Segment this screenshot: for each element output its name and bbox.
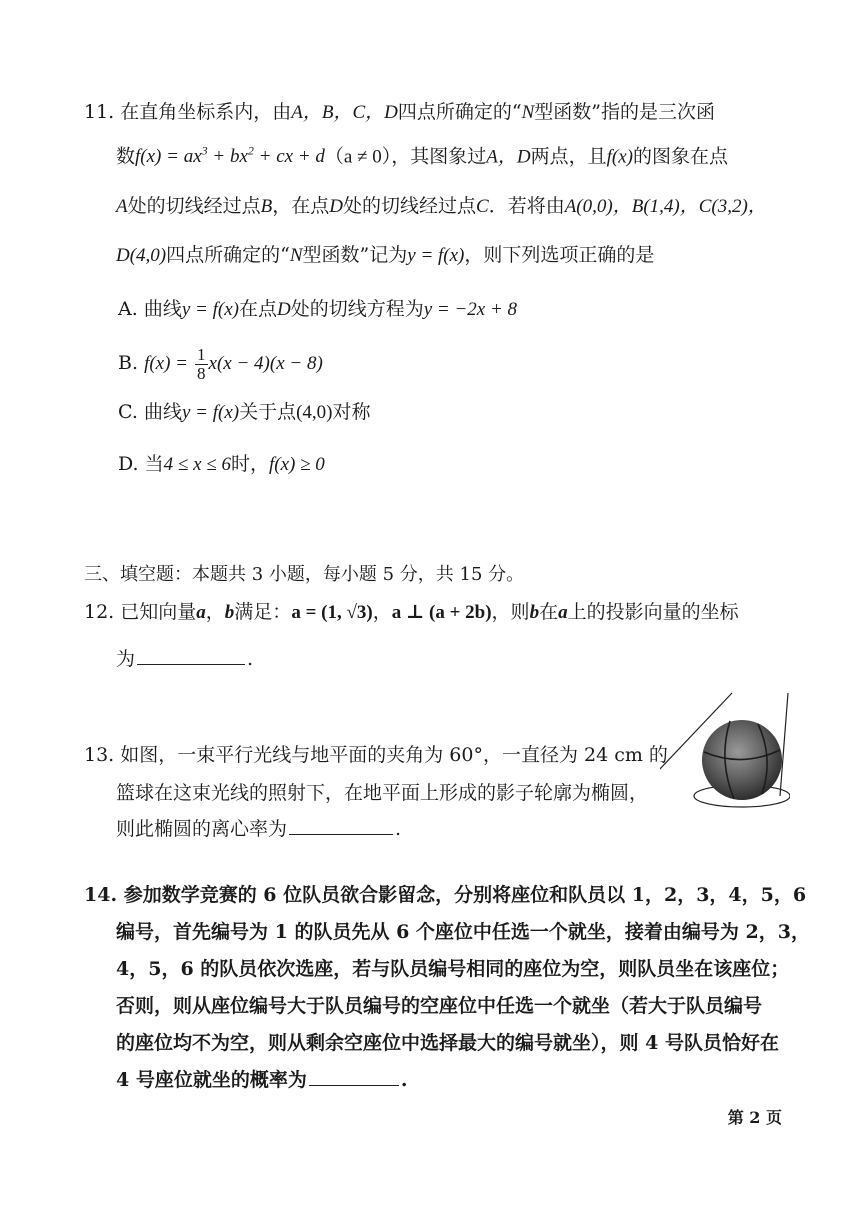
q11-text: ．若将由 [488,195,565,217]
section-3-heading: 三、填空题：本题共 3 小题，每小题 5 分，共 15 分。 [84,564,525,585]
q12-line-1 [84,601,739,625]
q11-points: A，D [486,146,531,168]
vector-a: a [196,602,206,623]
q13-period: . [395,818,402,840]
option-math: f(x) = [144,353,188,374]
q11-number: 11. [84,101,115,123]
q11-cubic-function: $f(x) = ax^3 + bx^2$ + cx + d [135,144,325,168]
option-label: B. [118,352,139,374]
q12-text: 上的投影向量的坐标 [567,601,739,623]
q12-text: ， [372,601,392,623]
q11-point-d: D(4,0) [116,245,167,266]
q12-text: 已知向量 [120,601,197,623]
q12-number: 12. [84,601,115,623]
vector-a: a [558,602,568,623]
q12-answer-blank[interactable] [137,663,245,665]
option-math: y = f(x) [181,402,240,423]
q11-text: 四点所确定的“ [397,101,522,123]
q11-text: 型函数”指的是三次函 [534,101,716,123]
q12-math: a ⊥ (a + 2b) [391,602,492,623]
q12-text: ，则 [491,601,530,623]
option-text: 当 [144,453,164,475]
q11-text: 处的切线经过点 [127,195,261,217]
q13-number: 13. [84,744,115,766]
q14-line-4: 否则，则从座位编号大于队员编号的空座位中任选一个就坐（若大于队员编号 [116,995,763,1017]
option-text: 时， [230,453,269,475]
q11-line-1 [84,101,715,125]
q11-condition: （a ≠ 0），其图象过 [324,146,487,168]
q14-line-3: 4，5，6 的队员依次选座，若与队员编号相同的座位为空，则队员坐在该座位； [116,958,790,980]
q11-equation: y = f(x) [407,245,465,266]
q14-text: 4 号座位就坐的概率为 [116,1069,307,1091]
option-text: 关于点 [239,401,297,423]
q11-text: ，在点 [272,195,330,217]
q12-text: ， [205,601,225,623]
option-math: y = −2x + 8 [423,299,518,320]
q11-point: C [476,196,489,217]
option-text: 处的切线方程为 [290,298,424,320]
option-text: 曲线 [143,298,182,320]
fraction-one-eighth: $\frac{1}{8}$ [197,344,206,383]
q13-line-3 [116,818,401,841]
q11-text: 数 [116,145,136,168]
q13-line-1 [84,744,668,767]
q12-text: 为 [116,648,136,670]
q12-period: . [247,648,254,670]
q14-line-1 [84,884,806,907]
q11-text: 型函数”记为 [302,244,408,266]
option-math: y = f(x) [181,299,239,320]
option-text: 曲线 [143,401,182,423]
option-label: A. [118,298,138,320]
option-text: 在点 [238,298,277,320]
q13-line-2: 篮球在这束光线的照射下，在地平面上形成的影子轮廓为椭圆， [116,782,649,804]
q11-coordinates: A(0,0)，B(1,4)，C(3,2)， [564,196,767,217]
q12-text: 在 [539,601,559,623]
q13-text: 则此椭圆的离心率为 [116,818,288,840]
q12-text: 满足： [234,601,292,623]
q13-text: 如图，一束平行光线与地平面的夹角为 60°，一直径为 24 cm 的 [120,744,668,766]
q11-line-2 [116,144,728,169]
q11-text: 在直角坐标系内，由 [120,101,292,123]
q14-line-6 [116,1069,407,1092]
q14-line-2: 编号，首先编号为 1 的队员先从 6 个座位中任选一个就坐，接着由编号为 2，3， [116,921,810,943]
option-math: f(x) ≥ 0 [268,454,325,475]
option-label: D. [118,453,139,475]
q14-text: 参加数学竞赛的 6 位队员欲合影留念，分别将座位和队员以 1，2，3，4，5，6 [123,884,807,906]
q11-line-4 [116,244,654,268]
option-label: C. [118,401,138,423]
option-math: x(x − 4)(x − 8) [208,353,323,374]
vector-b: b [529,602,540,623]
q14-answer-blank[interactable] [309,1084,399,1086]
q11-n-symbol: N [521,102,535,123]
option-math: (4,0) [296,402,333,423]
option-text: 对称 [332,401,371,423]
option-math: 4 ≤ x ≤ 6 [163,454,231,475]
q11-option-a [118,298,517,322]
q11-point: B [260,196,273,217]
q11-option-d [118,453,325,477]
q11-line-3 [116,195,767,219]
q11-point: D [329,196,343,217]
q11-text: 四点所确定的“ [166,244,290,266]
q13-answer-blank[interactable] [289,833,393,835]
q11-n-symbol: N [289,245,303,266]
q12-math: a = (1, √3) [291,602,373,623]
basketball-shadow-figure [660,688,790,818]
q11-option-c [118,401,371,425]
light-ray-line [780,693,788,796]
q14-line-5: 的座位均不为空，则从剩余空座位中选择最大的编号就坐），则 4 号队员恰好在 [116,1032,779,1054]
q11-points: A，B，C，D [291,102,398,123]
q14-number: 14. [84,884,118,906]
q11-option-b [118,338,323,389]
q11-text: 的图象在点 [633,145,729,168]
q11-fx: f(x) [606,146,634,168]
q11-text: 处的切线经过点 [342,195,476,217]
q11-point: A [116,196,128,217]
q11-text: ，则下列选项正确的是 [464,244,655,266]
vector-b: b [224,602,235,623]
q11-text: 两点，且 [530,145,607,168]
q12-line-2 [116,648,253,671]
option-math: D [276,299,291,320]
q14-period: . [400,1069,408,1091]
page-number: 第 2 页 [727,1108,782,1127]
